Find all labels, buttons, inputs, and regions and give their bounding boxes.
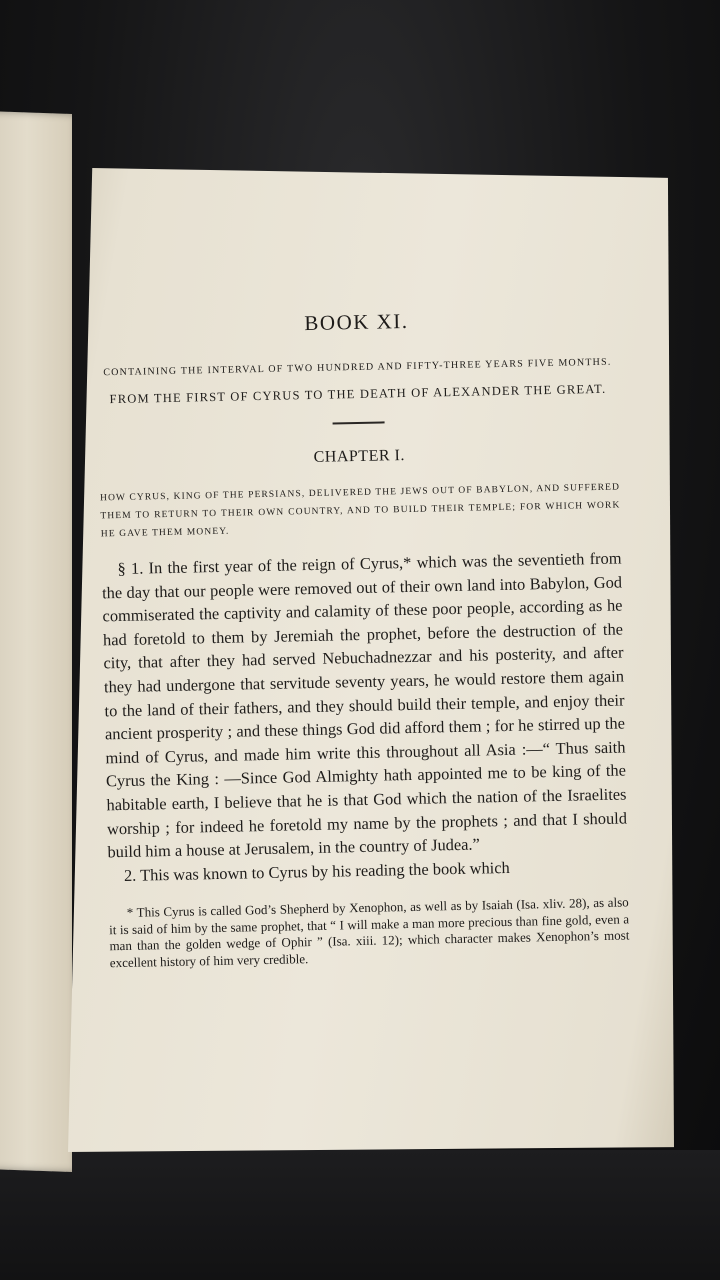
page-content [96,295,630,972]
paragraph-2: 2. This was known to Cyrus by his reading the book which [123,857,510,885]
chapter-title: CHAPTER I. [313,447,406,466]
paragraph-1: § 1. In the first year of the reign of Cyrus,* which was the seventieth from the day that our people were removed out of their own land into Babylon, God commiserated the captivity and calamity of these poor people, according as he had foretold to them by Jeremiah the prophet, before the destruction of the city, that after they had served Nebuchadnezzar and his posterity, and after they had undergone that servitude seventy years, he would restore them again to the land of their fathers, and they should build their temple, and enjoy their ancient prosperity ; and these things God did afford them ; for he stirred up the mind of Cyrus, and made him write this throughout all Asia :—“ Thus saith Cyrus the King : —Since God Almighty hath appointed me to be king of the habitable earth, I believe that he is that God which the nation of the Israelites worship ; for indeed he foretold my name by the prophets ; and that I should build him a house at Jerusalem, in the country of Judea.” [101,548,628,862]
left-page-edge [0,110,72,1172]
dark-background-cloth [0,1150,720,1280]
footnote: * This Cyrus is called God’s Shepherd by Xenophon, as well as by Isaiah (Isa. xliv. 28), as also it is said of him by the same prophet, that “ I will make a man more precious than fine gold, even a man than the golden wedge of Ophir ” (Isa. xiii. 12); which character makes Xenophon’s most excellent history of him very credible. [108,894,630,971]
chapter-body [101,546,628,887]
section-rule [333,421,385,424]
book-interval: CONTAINING THE INTERVAL OF TWO HUNDRED AND FIFTY-THREE YEARS FIVE MONTHS. [103,356,612,379]
chapter-summary: HOW CYRUS, KING OF THE PERSIANS, DELIVERED THE JEWS OUT OF BABYLON, AND SUFFERED THEM TO RETURN TO THEIR OWN COUNTRY, AND TO BUILD THEIR TEMPLE; FOR WHICH WORK HE GAVE THEM MONEY. [99,482,621,540]
book-title: BOOK XI. [304,308,409,336]
book-range: FROM THE FIRST OF CYRUS TO THE DEATH OF ALEXANDER THE GREAT. [109,381,607,407]
